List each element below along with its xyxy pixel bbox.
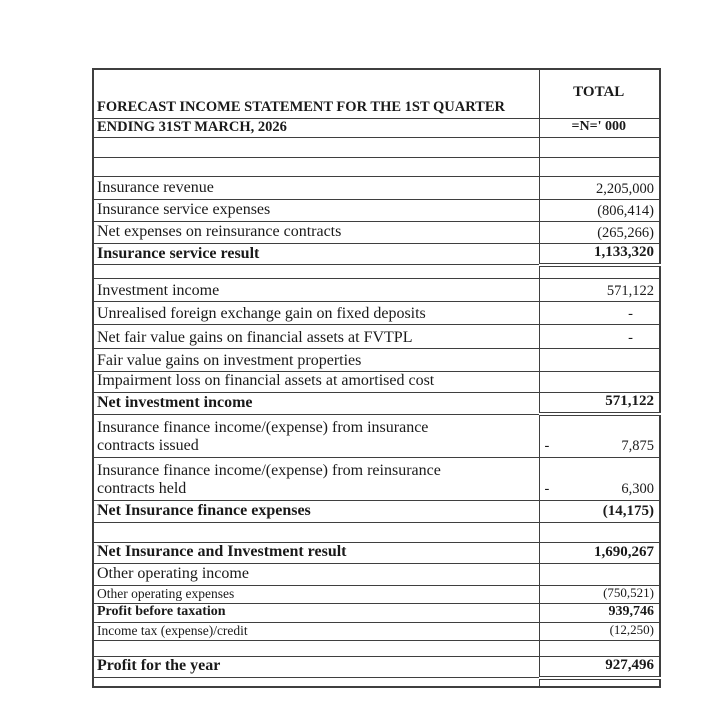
table-row-other-operating-expenses: [93, 585, 660, 603]
row-label: [93, 265, 539, 279]
statement-sheet: [92, 68, 661, 688]
table-row-insurance-revenue: [93, 177, 660, 200]
table-row-unrealised-fx-gain: [93, 302, 660, 325]
table-row-investment-income: [93, 279, 660, 302]
row-label: Net fair value gains on financial assets at FVTPL: [93, 325, 539, 349]
row-label: [93, 522, 539, 542]
row-label: Insurance finance income/(expense) from reinsurance contracts held: [93, 457, 539, 500]
row-value: 1,690,267: [539, 542, 660, 563]
row-value: 1,133,320: [539, 244, 660, 265]
row-label: Profit for the year: [93, 656, 539, 677]
row-value: (14,175): [539, 500, 660, 522]
row-label: Profit before taxation: [93, 603, 539, 622]
header-row-2: [93, 118, 660, 138]
table-row-finance-reinsurance-contracts-held: [93, 457, 660, 500]
table-row-net-investment-income: [93, 393, 660, 414]
table-row-net-insurance-finance-expenses: [93, 500, 660, 522]
row-label: Other operating expenses: [93, 585, 539, 603]
table-row-finance-insurance-contracts-issued: [93, 414, 660, 457]
row-label: Insurance revenue: [93, 177, 539, 200]
table-row-profit-for-the-year: [93, 656, 660, 677]
empty-row: [93, 678, 660, 687]
amount: 6,300: [621, 481, 654, 498]
row-label: [93, 640, 539, 656]
row-label: Income tax (expense)/credit: [93, 622, 539, 640]
header-row-1: [93, 69, 660, 118]
empty-row: [93, 138, 660, 158]
row-value: (265,266): [539, 222, 660, 244]
table-row-other-operating-income: [93, 563, 660, 585]
row-label: Unrealised foreign exchange gain on fixed deposits: [93, 302, 539, 325]
row-value: 939,746: [539, 603, 660, 622]
row-value: 571,122: [539, 393, 660, 414]
row-value: [539, 414, 660, 457]
income-statement-table: [92, 68, 661, 688]
currency-unit-header: =N=' 000: [539, 118, 660, 138]
row-label: Insurance service result: [93, 244, 539, 265]
row-label: [93, 138, 539, 158]
row-label: Fair value gains on investment properties: [93, 349, 539, 372]
table-row-insurance-service-result: [93, 244, 660, 265]
row-value: [539, 563, 660, 585]
row-value: [539, 678, 660, 687]
row-value: (806,414): [539, 200, 660, 222]
row-value: [539, 349, 660, 372]
table-row-insurance-service-expenses: [93, 200, 660, 222]
table-row-impairment-loss: [93, 372, 660, 393]
row-value: (12,250): [539, 622, 660, 640]
table-row-fair-value-investment-properties: [93, 349, 660, 372]
row-label: Net Insurance and Investment result: [93, 542, 539, 563]
row-label: Net Insurance finance expenses: [93, 500, 539, 522]
empty-row: [93, 265, 660, 279]
row-label: Insurance finance income/(expense) from insurance contracts issued: [93, 414, 539, 457]
row-value: [539, 138, 660, 158]
negative-sign: -: [544, 481, 550, 498]
table-row-net-fair-value-fvtpl: [93, 325, 660, 349]
row-value: 927,496: [539, 656, 660, 677]
row-label: Net expenses on reinsurance contracts: [93, 222, 539, 244]
negative-sign: -: [544, 438, 550, 455]
row-label: [93, 678, 539, 687]
row-value: [539, 640, 660, 656]
row-label: Impairment loss on financial assets at amortised cost: [93, 372, 539, 393]
row-label: Net investment income: [93, 393, 539, 414]
row-value: -: [539, 325, 660, 349]
row-label: [93, 158, 539, 177]
empty-row: [93, 522, 660, 542]
total-column-header: TOTAL: [539, 69, 660, 118]
row-value: [539, 522, 660, 542]
row-value: [539, 372, 660, 393]
row-value: 2,205,000: [539, 177, 660, 200]
row-label: Investment income: [93, 279, 539, 302]
empty-row: [93, 158, 660, 177]
table-row-net-expenses-reinsurance: [93, 222, 660, 244]
table-row-profit-before-taxation: [93, 603, 660, 622]
row-label: Insurance service expenses: [93, 200, 539, 222]
row-value: (750,521): [539, 585, 660, 603]
amount: 7,875: [621, 438, 654, 455]
table-row-net-insurance-investment-result: [93, 542, 660, 563]
row-value: [539, 158, 660, 177]
empty-row: [93, 640, 660, 656]
row-value: -: [539, 302, 660, 325]
row-value: 571,122: [539, 279, 660, 302]
row-value: [539, 265, 660, 279]
statement-period: ENDING 31ST MARCH, 2026: [93, 118, 539, 138]
row-value: [539, 457, 660, 500]
table-row-income-tax: [93, 622, 660, 640]
statement-title: FORECAST INCOME STATEMENT FOR THE 1ST QUARTER: [93, 69, 539, 118]
row-label: Other operating income: [93, 563, 539, 585]
